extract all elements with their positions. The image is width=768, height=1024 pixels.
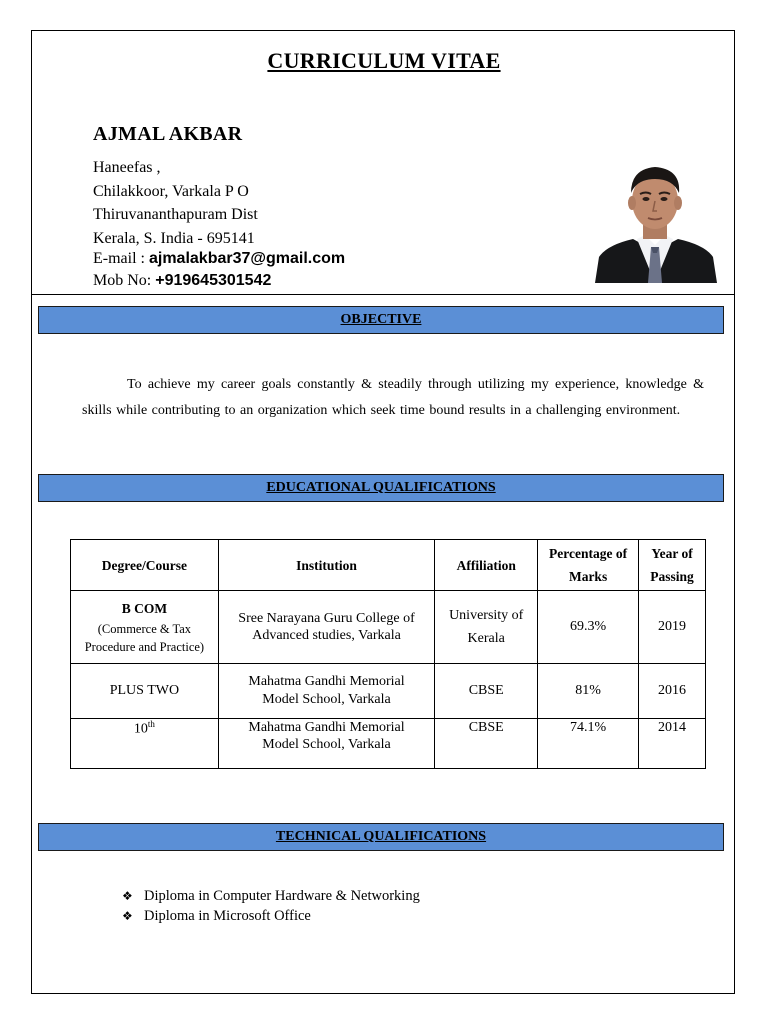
technical-list bbox=[122, 886, 420, 926]
header-institution: Institution bbox=[218, 540, 434, 591]
mobile-line bbox=[93, 272, 271, 290]
institution-line1: Mahatma Gandhi Memorial bbox=[248, 674, 405, 689]
cell-affiliation bbox=[435, 591, 538, 664]
institution-line2: Model School, Varkala bbox=[262, 737, 391, 752]
table-header-row bbox=[71, 540, 706, 591]
education-heading-text: EDUCATIONAL QUALIFICATIONS bbox=[266, 480, 496, 495]
education-heading bbox=[38, 474, 724, 502]
degree-suffix: th bbox=[147, 719, 155, 729]
list-item bbox=[122, 886, 420, 906]
diamond-bullet-icon: ❖ bbox=[122, 889, 133, 903]
objective-heading bbox=[38, 306, 724, 334]
cell-affiliation: CBSE bbox=[435, 719, 538, 769]
technical-heading-text: TECHNICAL QUALIFICATIONS bbox=[275, 829, 487, 844]
cell-institution: Sree Narayana Guru College of Advanced studies, Varkala bbox=[218, 591, 434, 664]
institution-line1: Mahatma Gandhi Memorial bbox=[248, 720, 405, 735]
header-percentage-line1: Percentage of bbox=[549, 546, 628, 561]
profile-photo bbox=[593, 139, 718, 283]
cell-percentage: 81% bbox=[538, 664, 639, 719]
degree-detail: (Commerce & Tax Procedure and Practice) bbox=[84, 622, 205, 654]
header-percentage bbox=[538, 540, 639, 591]
table-row bbox=[71, 591, 706, 664]
cell-degree bbox=[71, 591, 219, 664]
cell-year: 2019 bbox=[639, 591, 706, 664]
address-line-2: Chilakkoor, Varkala P O bbox=[93, 183, 249, 200]
education-table bbox=[70, 539, 706, 769]
header-year bbox=[639, 540, 706, 591]
mobile-label: Mob No: bbox=[93, 272, 156, 289]
table-row bbox=[71, 664, 706, 719]
cell-percentage: 69.3% bbox=[538, 591, 639, 664]
applicant-name: AJMAL AKBAR bbox=[93, 123, 243, 145]
cell-institution bbox=[218, 719, 434, 769]
cell-year: 2016 bbox=[639, 664, 706, 719]
mobile-number: +919645301542 bbox=[155, 272, 272, 289]
list-item-text: Diploma in Computer Hardware & Networking bbox=[144, 888, 420, 904]
address-line-3: Thiruvananthapuram Dist bbox=[93, 206, 258, 223]
header-percentage-line2: Marks bbox=[568, 569, 608, 584]
address-line-1: Haneefas , bbox=[93, 159, 161, 176]
table-row bbox=[71, 719, 706, 769]
degree-name: B COM bbox=[121, 601, 168, 616]
list-item bbox=[122, 906, 420, 926]
cell-percentage: 74.1% bbox=[538, 719, 639, 769]
header-year-line2: Passing bbox=[650, 569, 694, 584]
header-divider bbox=[31, 294, 735, 295]
document-title: CURRICULUM VITAE bbox=[267, 48, 501, 73]
technical-heading bbox=[38, 823, 724, 851]
header-year-line1: Year of bbox=[651, 546, 693, 561]
email-address: ajmalakbar37@gmail.com bbox=[148, 250, 346, 267]
cell-year: 2014 bbox=[639, 719, 706, 769]
objective-heading-text: OBJECTIVE bbox=[340, 312, 422, 327]
institution-line2: Model School, Varkala bbox=[262, 692, 391, 707]
cell-institution bbox=[218, 664, 434, 719]
diamond-bullet-icon: ❖ bbox=[122, 909, 133, 923]
header-degree: Degree/Course bbox=[71, 540, 219, 591]
email-label: E-mail : bbox=[93, 250, 149, 267]
list-item-text: Diploma in Microsoft Office bbox=[144, 908, 311, 924]
objective-text: To achieve my career goals constantly & steadily through utilizing my experience, knowledge & skills while contributing to an organization which seek time bound results in a challenging environment. bbox=[82, 377, 704, 418]
cell-affiliation: CBSE bbox=[435, 664, 538, 719]
affiliation-line1: University of bbox=[449, 608, 524, 623]
affiliation-line2: Kerala bbox=[467, 631, 505, 646]
degree-name: 10 bbox=[133, 721, 148, 737]
cell-degree: PLUS TWO bbox=[71, 664, 219, 719]
cell-degree bbox=[71, 719, 219, 769]
address-line-4: Kerala, S. India - 695141 bbox=[93, 230, 255, 247]
email-line bbox=[93, 250, 345, 268]
header-affiliation: Affiliation bbox=[435, 540, 538, 591]
